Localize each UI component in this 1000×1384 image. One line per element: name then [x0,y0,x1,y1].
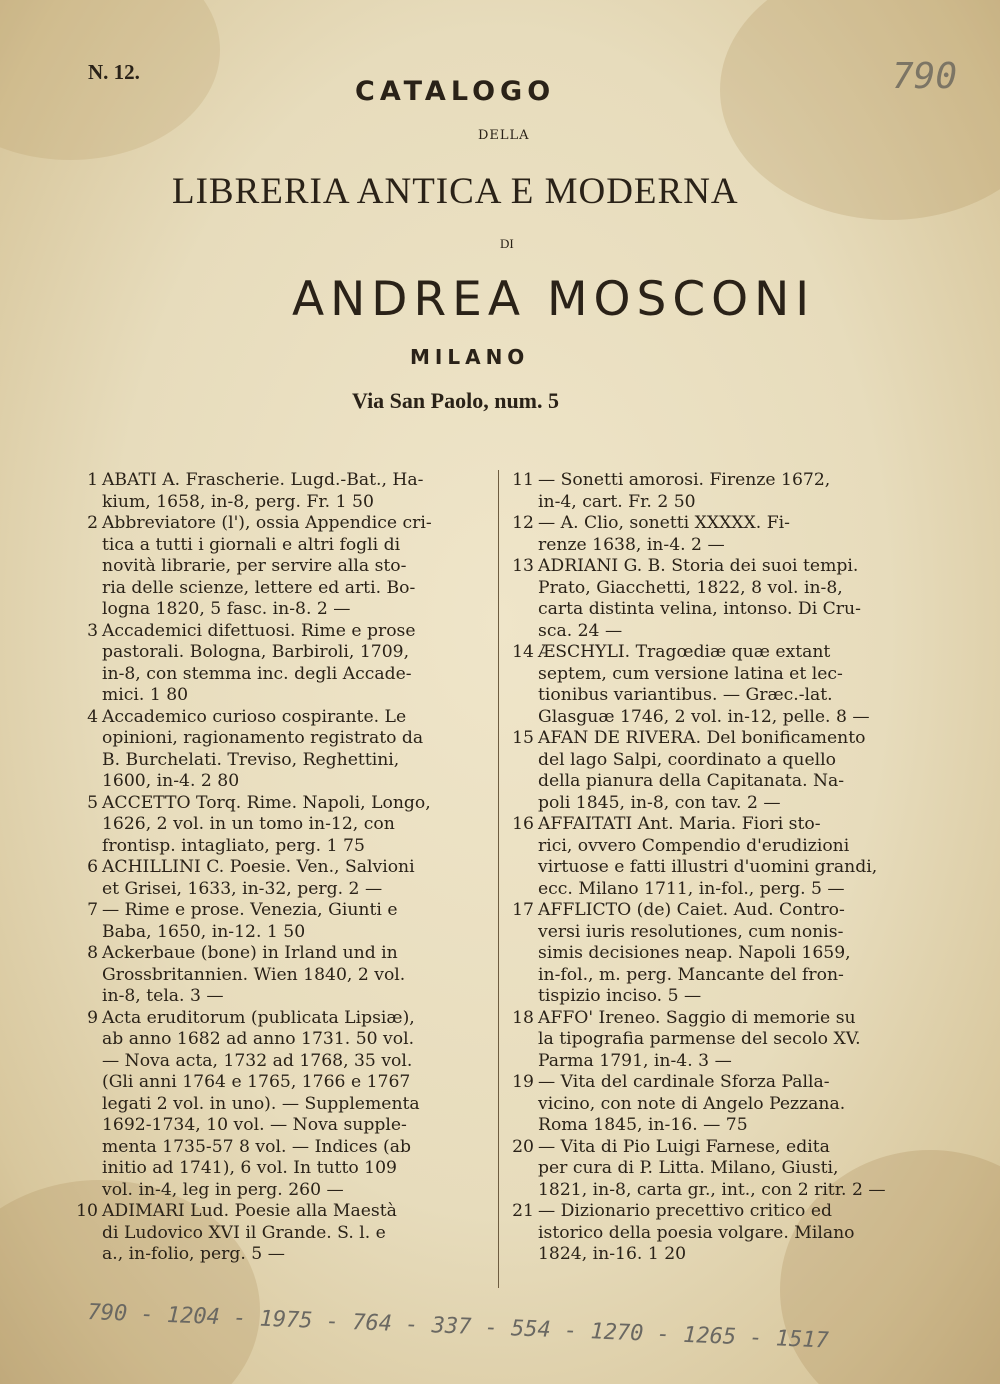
catalog-entry [506,513,920,556]
catalog-entry [70,900,488,943]
entry-line: Roma 1845, in-16. — 75 [538,1115,748,1135]
entry-number: 16 [512,814,534,834]
di-label: DI [500,236,514,251]
entry-number: 5 [87,792,98,813]
entry-line: rici, ovvero Compendio d'erudizioni [538,835,850,856]
entry-line: ÆSCHYLI. Tragœdiæ quæ extant [538,642,831,662]
della-label: DELLA [478,128,530,143]
entry-line: legati 2 vol. in uno). — Supplementa [102,1093,420,1114]
entry-number: 14 [512,642,534,662]
catalog-entry [70,1201,488,1266]
catalog-entry [70,943,488,1008]
entry-line: 1692-1734, 10 vol. — Nova supple- [102,1115,407,1135]
entry-line: initio ad 1741), 6 vol. In tutto 109 [102,1158,397,1178]
entry-line: ACHILLINI C. Poesie. Ven., Salvioni [102,857,415,877]
entry-line: a., in-folio, perg. 5 — [102,1244,285,1264]
catalog-entry [506,556,920,642]
owner-name: ANDREA MOSCONI [292,272,816,327]
entry-number: 4 [87,706,98,727]
catalog-entry [70,793,488,858]
catalog-entry [506,1008,920,1073]
catalog-entry [506,814,920,900]
entry-line: Accademico curioso cospirante. Le [102,706,407,727]
catalog-number: N. 12. [88,60,140,84]
entry-line: 1821, in-8, carta gr., int., con 2 ritr. 2 — [538,1179,886,1200]
entry-line: renze 1638, in-4. 2 — [538,534,725,555]
bookshop-title: LIBRERIA ANTICA E MODERNA [172,171,739,212]
entry-line: mici. 1 80 [102,685,189,705]
entry-number: 21 [512,1201,534,1221]
catalog-entry [70,707,488,793]
entry-line: ABATI A. Frascherie. Lugd.-Bat., Ha- [102,470,424,490]
entry-number: 7 [87,900,98,920]
catalog-title: CATALOGO [355,76,556,107]
entry-number: 15 [512,728,534,748]
entry-line: et Grisei, 1633, in-32, perg. 2 — [102,878,383,899]
entry-line: ADIMARI Lud. Poesie alla Maestà [102,1201,397,1221]
entry-line: — Nova acta, 1732 ad 1768, 35 vol. [102,1050,413,1071]
entry-line: — Rime e prose. Venezia, Giunti e [102,900,398,920]
entry-number: 2 [87,513,98,533]
entry-line: 1626, 2 vol. in un tomo in-12, con [102,814,395,834]
catalog-entry [70,513,488,621]
entry-line: in-fol., m. perg. Mancante del fron- [538,964,844,985]
entry-line: tionibus variantibus. — Græc.-lat. [538,685,833,705]
left-column [70,470,488,1266]
entry-line: B. Burchelati. Treviso, Reghettini, [102,749,400,770]
city-name: MILANO [410,345,530,369]
entry-line: — Vita del cardinale Sforza Palla- [538,1072,830,1092]
entry-line: carta distinta velina, intonso. Di Cru- [538,599,861,619]
catalog-entry [506,1072,920,1137]
entry-line: ab anno 1682 ad anno 1731. 50 vol. [102,1029,415,1049]
entry-line: per cura di P. Litta. Milano, Giusti, [538,1158,839,1178]
entry-number: 19 [512,1072,534,1092]
entry-line: septem, cum versione latina et lec- [538,663,843,684]
entry-line: sca. 24 — [538,620,623,641]
catalog-entry [506,900,920,1008]
entry-line: Glasguæ 1746, 2 vol. in-12, pelle. 8 — [538,706,870,727]
catalog-entry [70,857,488,900]
entry-line: versi iuris resolutiones, cum nonis- [538,921,844,942]
entry-line: logna 1820, 5 fasc. in-8. 2 — [102,599,351,619]
handwritten-note: 790 - 1204 - 1975 - 764 - 337 - 554 - 1270 - 1265 - 1517 [87,1300,830,1354]
entry-line: in-4, cart. Fr. 2 50 [538,491,696,512]
right-column [506,470,920,1266]
entry-number: 11 [512,470,534,490]
catalog-entry [506,642,920,728]
entry-line: — A. Clio, sonetti XXXXX. Fi- [538,513,790,533]
entry-line: vol. in-4, leg in perg. 260 — [102,1179,344,1200]
entry-line: tica a tutti i giornali e altri fogli di [102,534,401,555]
entry-line: AFFAITATI Ant. Maria. Fiori sto- [538,814,821,834]
entry-line: AFFLICTO (de) Caiet. Aud. Contro- [538,900,845,920]
entry-number: 1 [87,470,98,490]
entry-number: 12 [512,513,534,533]
entry-line: simis decisiones neap. Napoli 1659, [538,943,851,963]
entry-number: 9 [87,1007,98,1028]
catalog-entry [70,621,488,707]
entry-number: 8 [87,943,98,963]
entry-line: (Gli anni 1764 e 1765, 1766 e 1767 [102,1072,411,1092]
entry-line: 1824, in-16. 1 20 [538,1244,687,1264]
handwritten-corner-number: 790 [892,56,958,97]
entry-line: ecc. Milano 1711, in-fol., perg. 5 — [538,878,845,899]
entry-line: tispizio inciso. 5 — [538,986,702,1006]
catalog-entry [506,728,920,814]
entry-line: poli 1845, in-8, con tav. 2 — [538,792,781,813]
entry-line: in-8, con stemma inc. degli Accade- [102,663,412,684]
entry-line: — Sonetti amorosi. Firenze 1672, [538,470,831,490]
entry-number: 13 [512,556,534,576]
catalog-entry [506,1201,920,1266]
catalog-entry [70,470,488,513]
entry-line: opinioni, ragionamento registrato da [102,728,424,748]
entry-line: Abbreviatore (l'), ossia Appendice cri- [102,513,432,533]
entry-number: 18 [512,1007,534,1028]
entry-line: Grossbritannien. Wien 1840, 2 vol. [102,964,406,985]
entry-number: 3 [87,620,98,641]
entry-line: AFFO' Ireneo. Saggio di memorie su [538,1007,856,1028]
entry-line: Prato, Giacchetti, 1822, 8 vol. in-8, [538,577,843,598]
address: Via San Paolo, num. 5 [352,388,560,413]
entry-number: 6 [87,857,98,877]
entry-number: 20 [512,1136,534,1157]
entry-line: Acta eruditorum (publicata Lipsiæ), [102,1007,415,1028]
entry-line: 1600, in-4. 2 80 [102,771,240,791]
entry-line: AFAN DE RIVERA. Del bonificamento [538,728,866,748]
entry-line: virtuose e fatti illustri d'uomini grandi, [538,857,878,877]
column-divider [498,470,499,1288]
entry-line: la tipografia parmense del secolo XV. [538,1029,861,1049]
catalog-entry [506,470,920,513]
entry-line: — Vita di Pio Luigi Farnese, edita [538,1136,830,1157]
entry-line: menta 1735-57 8 vol. — Indices (ab [102,1136,411,1157]
entry-line: pastorali. Bologna, Barbiroli, 1709, [102,642,410,662]
catalog-entry [70,1008,488,1202]
entry-line: ria delle scienze, lettere ed arti. Bo- [102,577,416,598]
entry-line: — Dizionario precettivo critico ed [538,1201,833,1221]
entry-line: ADRIANI G. B. Storia dei suoi tempi. [538,556,859,576]
entry-line: novità librarie, per servire alla sto- [102,556,407,576]
entry-number: 17 [512,900,534,920]
catalog-entry [506,1137,920,1202]
entry-number: 10 [76,1201,98,1221]
entry-line: della pianura della Capitanata. Na- [538,771,845,791]
entry-line: vicino, con note di Angelo Pezzana. [538,1093,846,1114]
entry-line: istorico della poesia volgare. Milano [538,1222,855,1243]
entry-line: frontisp. intagliato, perg. 1 75 [102,835,365,856]
entry-line: in-8, tela. 3 — [102,986,224,1006]
entry-line: Accademici difettuosi. Rime e prose [102,620,416,641]
entry-line: del lago Salpi, coordinato a quello [538,749,837,770]
entry-line: Parma 1791, in-4. 3 — [538,1050,732,1071]
paper-stain [720,0,1000,220]
entry-line: kium, 1658, in-8, perg. Fr. 1 50 [102,491,374,512]
entry-line: di Ludovico XVI il Grande. S. l. e [102,1222,386,1243]
entry-line: ACCETTO Torq. Rime. Napoli, Longo, [102,792,431,813]
entry-line: Baba, 1650, in-12. 1 50 [102,921,306,942]
entry-line: Ackerbaue (bone) in Irland und in [102,943,398,963]
